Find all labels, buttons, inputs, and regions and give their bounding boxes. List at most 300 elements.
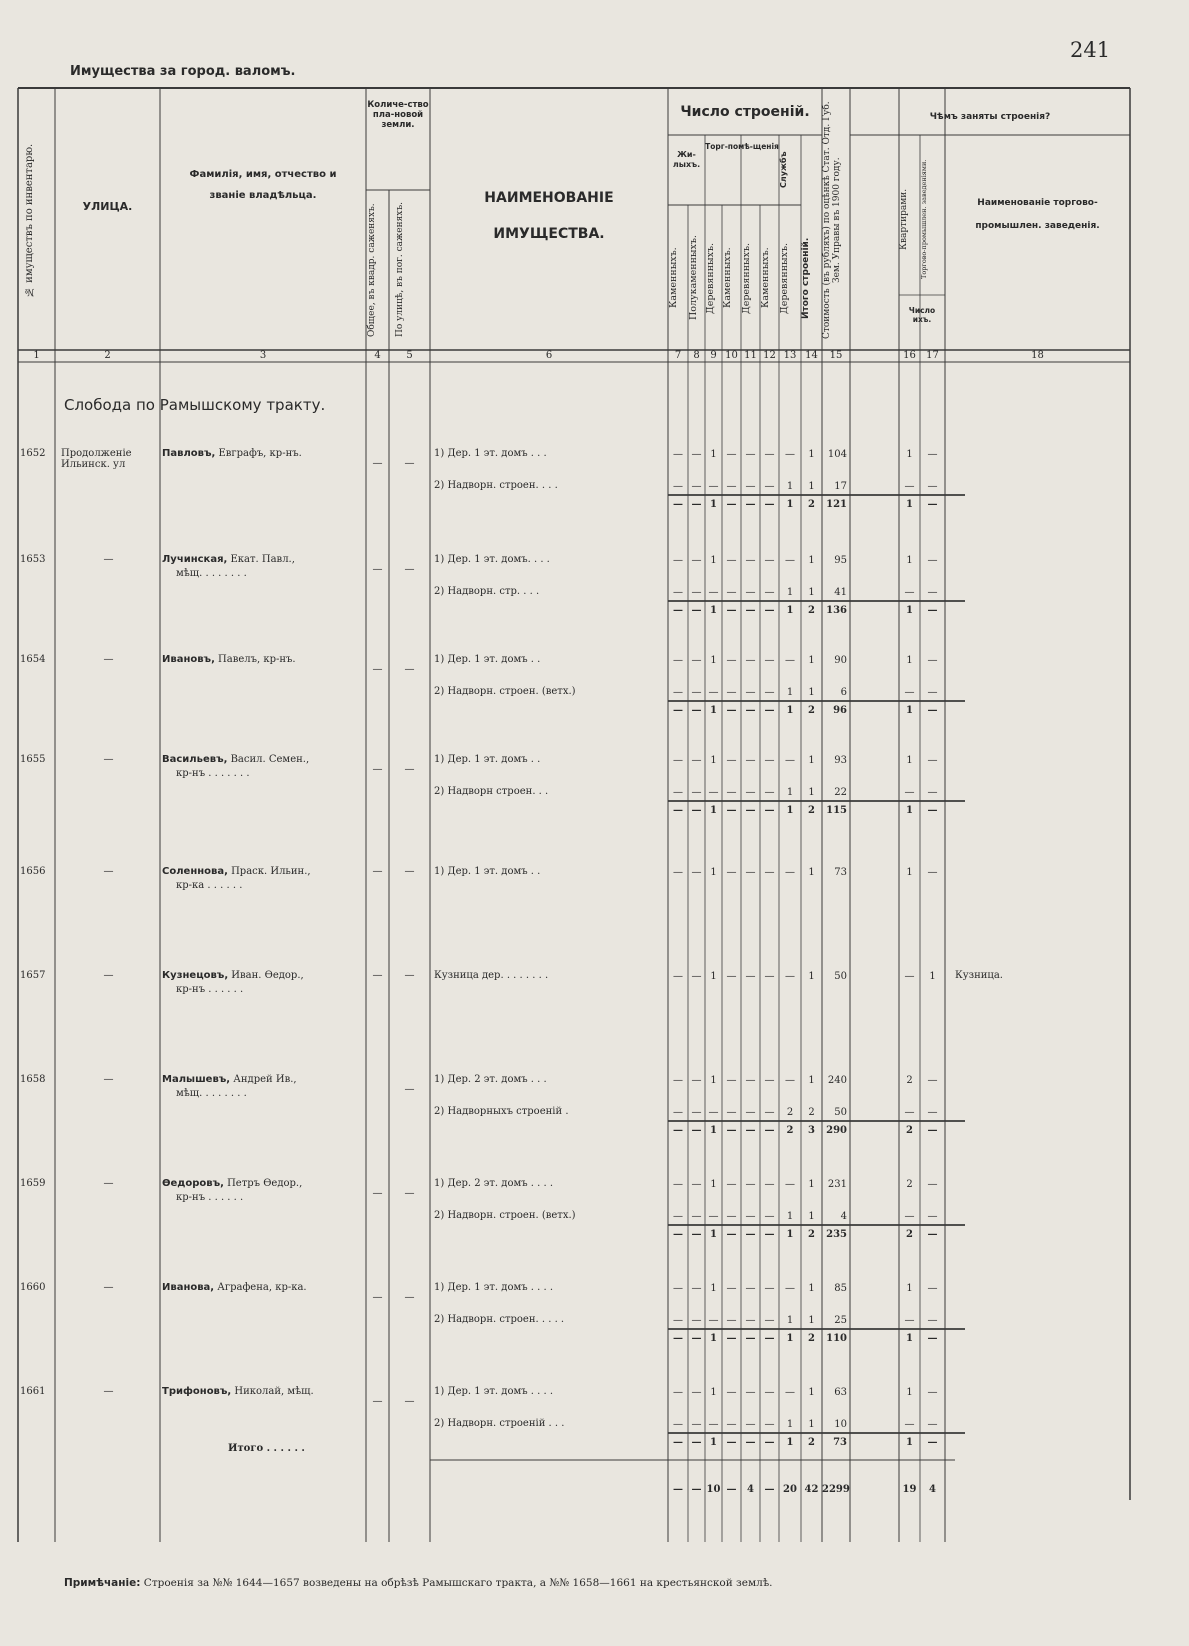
header-total-buildings: Итого строеній. [801,237,811,319]
subtotal-value-c7: — [673,499,683,510]
header-buildings: Число строеній. [680,104,810,120]
subtotal-value-c16: 1 [906,499,913,510]
item-value-c14: 1 [808,755,815,766]
item-value-c16: 1 [906,449,913,460]
establishment-name: Кузница. [955,970,1003,981]
item-value-c11: — [745,1419,756,1430]
header-c12: Каменныхъ. [760,247,771,309]
land-street: — [404,1084,415,1095]
subtotal-value-c13: 1 [786,705,794,716]
item-value-c13: — [785,971,795,982]
item-value-c17: — [927,787,938,798]
owner [162,1074,297,1085]
subtotal-value-c9: 1 [710,499,717,510]
subtotal-value-c13: 1 [786,1229,794,1240]
subtotal-value-c14: 2 [808,705,815,716]
subtotal-value-c9: 1 [710,1333,717,1344]
item-value-c9: — [708,1419,719,1430]
grand-total-value-c15: 2299 [822,1484,850,1495]
item-value-c12: — [764,555,775,566]
item-value-c7: — [673,449,683,460]
item-value-c9: — [708,587,719,598]
item-value-c17: — [927,1387,938,1398]
item-value-c7: — [673,867,683,878]
item-value-c16: — [904,1419,915,1430]
item-value-c11: — [745,1179,756,1190]
item-value-c15: 73 [834,867,847,878]
item-value-c8: — [691,971,702,982]
land-street: — [404,1188,415,1199]
item-value-c16: 1 [906,1283,913,1294]
inventory-number: 1652 [20,448,46,459]
item-value-c12: — [764,1211,775,1222]
grand-total-label: Итого . . . . . . [228,1443,305,1454]
item-value-c14: 1 [808,1179,815,1190]
column-number: 13 [783,350,797,361]
item-value-c7: — [673,755,683,766]
item-value-c16: 1 [906,655,913,666]
header-street: УЛИЦА. [82,200,133,213]
item-value-c14: 1 [808,1211,815,1222]
subtotal-value-c17: — [927,1437,938,1448]
item-value-c10: — [726,787,737,798]
item-value-c13: 1 [786,787,794,798]
item-value-c8: — [691,787,702,798]
subtotal-value-c16: 2 [906,1125,913,1136]
item-value-c9: — [708,1107,719,1118]
item-value-c10: — [726,1419,737,1430]
property-item: 1) Дер. 1 эт. домъ . . . . [434,1386,554,1397]
item-value-c11: — [745,1075,756,1086]
column-number: 1 [33,350,40,361]
header-property-name: НАИМЕНОВАНІЕ ИМУЩЕСТВА. [484,190,614,243]
subtotal-value-c12: — [764,1333,775,1344]
property-item: Кузница дер. . . . . . . . [434,970,549,981]
item-value-c7: — [673,555,683,566]
owner-details: Васил. Семен., [227,754,310,765]
item-value-c14: 1 [808,449,815,460]
header-value: Стоимость (въ рубляхъ) по оцѣнкѣ Стат. Отд. Губ. Зем. Управы въ 1900 году. [822,101,842,339]
subtotal-value-c17: — [927,705,938,716]
subtotal-value-c13: 1 [786,499,794,510]
item-value-c13: — [785,1283,795,1294]
item-value-c14: 1 [808,1283,815,1294]
subtotal-value-c7: — [673,805,683,816]
subtotal-value-c10: — [726,1333,737,1344]
grand-total-value-c7: — [673,1484,683,1495]
subtotal-value-c10: — [726,705,737,716]
header-c7: Каменныхъ. [668,247,679,309]
owner-details: Праск. Ильин., [227,866,311,877]
property-item: 2) Надворн. строеній . . . [434,1418,565,1429]
subtotal-value-c11: — [745,605,756,616]
subtotal-value-c12: — [764,1229,775,1240]
grand-total-value-c16: 19 [902,1484,917,1495]
item-value-c8: — [691,481,702,492]
subtotal-value-c10: — [726,499,737,510]
grand-total-value-c14: 42 [804,1484,819,1495]
item-value-c15: 50 [834,1107,847,1118]
item-value-c7: — [673,1315,683,1326]
item-value-c8: — [691,655,702,666]
subtotal-value-c13: 1 [786,605,794,616]
subtotal-value-c17: — [927,1125,938,1136]
item-value-c10: — [726,1107,737,1118]
item-value-c12: — [764,1179,775,1190]
owner-details-line2: мѣщ. . . . . . . . [176,568,247,579]
subtotal-value-c11: — [745,1437,756,1448]
street: — [103,1178,114,1189]
item-value-c11: — [745,787,756,798]
item-value-c11: — [745,1211,756,1222]
subtotal-value-c11: — [745,705,756,716]
street: — [103,654,114,665]
footnote-label: Примѣчаніе: [64,1577,141,1589]
street: — [103,1282,114,1293]
street: — [103,1386,114,1397]
item-value-c11: — [745,655,756,666]
subtotal-value-c16: 2 [906,1229,913,1240]
column-number: 8 [693,350,700,361]
subtotal-value-c7: — [673,1229,683,1240]
item-value-c16: — [904,1315,915,1326]
property-item: 2) Надворн. строен. (ветх.) [434,1210,576,1221]
column-number: 6 [545,350,553,361]
item-value-c12: — [764,971,775,982]
column-number: 3 [259,350,267,361]
item-value-c8: — [691,867,702,878]
item-value-c8: — [691,1283,702,1294]
item-value-c15: 4 [840,1211,847,1222]
item-value-c16: 2 [906,1179,913,1190]
subtotal-value-c15: 73 [833,1437,847,1448]
item-value-c11: — [745,587,756,598]
subtotal-value-c17: — [927,1333,938,1344]
owner-surname: Лучинская, [162,554,228,565]
owner-surname: Өедоровъ, [162,1178,224,1189]
item-value-c16: — [904,687,915,698]
item-value-c12: — [764,481,775,492]
land-total: — [372,458,383,469]
item-value-c9: — [708,1211,719,1222]
subtotal-value-c16: 1 [906,1437,913,1448]
header-c8: Полукаменныхъ. [688,235,699,321]
item-value-c14: 1 [808,1315,815,1326]
subtotal-value-c12: — [764,1125,775,1136]
item-value-c13: — [785,1179,795,1190]
item-value-c7: — [673,587,683,598]
header-count: Число ихъ. [908,306,936,324]
item-value-c7: — [673,1387,683,1398]
owner [162,1178,302,1189]
item-value-c12: — [764,1283,775,1294]
item-value-c13: 1 [786,1211,794,1222]
grand-total-value-c9: 10 [706,1484,721,1495]
item-value-c13: — [785,555,795,566]
item-value-c15: 41 [834,587,847,598]
land-street: — [404,564,415,575]
item-value-c15: 95 [834,555,847,566]
item-value-c12: — [764,449,775,460]
grand-total-value-c11: 4 [747,1484,754,1495]
subtotal-value-c17: — [927,805,938,816]
owner-details-line2: кр-нъ . . . . . . [176,984,244,995]
subtotal-value-c16: 1 [906,705,913,716]
subtotal-value-c8: — [691,1437,702,1448]
item-value-c12: — [764,1419,775,1430]
inventory-number: 1660 [20,1282,46,1293]
footnote [64,1577,773,1589]
subtotal-value-c8: — [691,605,702,616]
item-value-c10: — [726,587,737,598]
street: — [103,866,114,877]
street: — [103,554,114,565]
owner-surname: Малышевъ, [162,1074,231,1085]
land-total: — [372,1396,383,1407]
subtotal-value-c7: — [673,1125,683,1136]
item-value-c12: — [764,687,775,698]
column-number: 10 [725,350,738,361]
subtotal-value-c10: — [726,605,737,616]
item-value-c10: — [726,755,737,766]
subtotal-value-c14: 2 [808,605,815,616]
land-total: — [372,564,383,575]
item-value-c16: 1 [906,555,913,566]
item-value-c11: — [745,1387,756,1398]
item-value-c14: 1 [808,587,815,598]
item-value-c13: 2 [786,1107,794,1118]
property-item: 1) Дер. 1 эт. домъ . . [434,754,541,765]
subtotal-value-c7: — [673,605,683,616]
item-value-c17: — [927,867,938,878]
header-trade: Торг-помѣ-щенія [705,142,779,151]
item-value-c10: — [726,1283,737,1294]
item-value-c13: 1 [786,587,794,598]
item-value-c10: — [726,449,737,460]
land-street: — [404,458,415,469]
subtotal-value-c13: 1 [786,1437,794,1448]
item-value-c9: — [708,687,719,698]
subtotal-value-c9: 1 [710,1229,717,1240]
item-value-c17: — [927,1211,938,1222]
item-value-c8: — [691,1075,702,1086]
subtotal-value-c8: — [691,1333,702,1344]
land-street: — [404,970,415,981]
grand-total-value-c10: — [726,1484,737,1495]
property-item: 1) Дер. 1 эт. домъ . . [434,654,541,665]
inventory-number: 1656 [20,866,46,877]
item-value-c16: — [904,481,915,492]
land-total: — [372,970,383,981]
item-value-c7: — [673,1179,683,1190]
item-value-c14: 1 [808,1419,815,1430]
subtotal-value-c15: 110 [826,1333,847,1344]
item-value-c8: — [691,555,702,566]
item-value-c15: 90 [834,655,847,666]
item-value-c7: — [673,687,683,698]
item-value-c15: 50 [834,971,847,982]
subtotal-value-c16: 1 [906,605,913,616]
item-value-c14: 1 [808,1075,815,1086]
item-value-c10: — [726,555,737,566]
item-value-c12: — [764,1107,775,1118]
subtotal-value-c12: — [764,1437,775,1448]
land-total: — [372,866,383,877]
owner-surname: Соленнова, [162,866,228,877]
column-number: 7 [674,350,682,361]
column-number: 14 [805,350,818,361]
item-value-c15: 63 [834,1387,847,1398]
subtotal-value-c11: — [745,1125,756,1136]
property-item: 2) Надворныхъ строеній . [434,1106,569,1117]
item-value-c12: — [764,787,775,798]
land-street: — [404,1292,415,1303]
item-value-c17: — [927,1419,938,1430]
running-head: Имущества за город. валомъ. [70,64,296,79]
header-land-total: Общее, въ квадр. саженяхъ. [367,203,377,337]
header-owner: Фамилія, имя, отчество и званіе владѣльца. [189,169,337,201]
subtotal-value-c14: 2 [808,499,815,510]
item-value-c15: 17 [834,481,847,492]
item-value-c16: 1 [906,867,913,878]
item-value-c17: — [927,1075,938,1086]
item-value-c12: — [764,1387,775,1398]
item-value-c14: 1 [808,867,815,878]
header-c13: Деревянныхъ. [779,242,790,314]
item-value-c14: 1 [808,555,815,566]
item-value-c10: — [726,1075,737,1086]
item-value-c9: 1 [710,449,717,460]
header-c11: Деревянныхъ. [741,242,752,314]
inventory-number: 1655 [20,754,46,765]
item-value-c12: — [764,755,775,766]
item-value-c17: — [927,655,938,666]
item-value-c17: — [927,449,938,460]
header-occupied: Чѣмъ заняты строенія? [929,112,1051,122]
subtotal-value-c8: — [691,705,702,716]
item-value-c9: 1 [710,1179,717,1190]
subtotal-value-c14: 3 [808,1125,815,1136]
property-item: 1) Дер. 1 эт. домъ. . . . [434,554,550,565]
item-value-c11: — [745,481,756,492]
owner-details-line2: мѣщ. . . . . . . . [176,1088,247,1099]
owner [162,1386,314,1397]
owner [162,866,311,877]
item-value-c10: — [726,687,737,698]
land-street: — [404,1396,415,1407]
subtotal-value-c9: 1 [710,705,717,716]
item-value-c8: — [691,1179,702,1190]
item-value-c15: 10 [834,1419,847,1430]
column-number: 11 [744,350,757,361]
subtotal-value-c9: 1 [710,1125,717,1136]
column-number: 4 [374,350,381,361]
subtotal-value-c15: 96 [833,705,847,716]
owner-surname: Иванова, [162,1282,215,1293]
item-value-c9: 1 [710,755,717,766]
inventory-number: 1653 [20,554,46,565]
subtotal-value-c7: — [673,705,683,716]
owner-details-line2: кр-ка . . . . . . [176,880,243,891]
subtotal-value-c10: — [726,1125,737,1136]
owner [162,654,296,665]
header-apartments: Квартирами. [899,188,909,250]
item-value-c16: — [904,587,915,598]
grand-total-value-c8: — [691,1484,702,1495]
inventory-number: 1659 [20,1178,46,1189]
owner-details: Павелъ, кр-нъ. [214,654,296,665]
owner-details: Екат. Павл., [227,554,295,565]
subtotal-value-c11: — [745,805,756,816]
item-value-c16: 1 [906,1387,913,1398]
owner [162,1282,307,1293]
owner-details: Аграфена, кр-ка. [214,1282,307,1293]
subtotal-value-c9: 1 [710,805,717,816]
property-item: 1) Дер. 1 эт. домъ . . . . [434,1282,554,1293]
item-value-c17: — [927,1107,938,1118]
item-value-c15: 22 [834,787,847,798]
inventory-number: 1661 [20,1386,46,1397]
property-item: 1) Дер. 2 эт. домъ . . . . [434,1178,554,1189]
subtotal-value-c16: 1 [906,805,913,816]
owner [162,554,295,565]
item-value-c8: — [691,587,702,598]
item-value-c17: — [927,555,938,566]
owner-surname: Трифоновъ, [162,1386,232,1397]
subtotal-value-c17: — [927,1229,938,1240]
inventory-number: 1658 [20,1074,46,1085]
subtotal-value-c15: 235 [826,1229,847,1240]
item-value-c10: — [726,971,737,982]
land-street: — [404,664,415,675]
item-value-c11: — [745,687,756,698]
item-value-c12: — [764,655,775,666]
item-value-c14: 1 [808,481,815,492]
column-number: 12 [763,350,776,361]
street: — [103,970,114,981]
item-value-c9: — [708,787,719,798]
grand-total-value-c17: 4 [929,1484,936,1495]
subtotal-value-c7: — [673,1437,683,1448]
property-item: 2) Надворн строен. . . [434,786,549,797]
owner-details: Николай, мѣщ. [231,1386,314,1397]
subtotal-value-c8: — [691,499,702,510]
item-value-c9: 1 [710,867,717,878]
item-value-c7: — [673,655,683,666]
subtotal-value-c13: 1 [786,805,794,816]
item-value-c11: — [745,449,756,460]
column-number: 18 [1031,350,1044,361]
subtotal-value-c8: — [691,1125,702,1136]
item-value-c7: — [673,481,683,492]
inventory-number: 1657 [20,970,46,981]
item-value-c14: 1 [808,655,815,666]
property-item: 2) Надворн. стр. . . . [434,586,540,597]
item-value-c15: 85 [834,1283,847,1294]
item-value-c8: — [691,687,702,698]
subtotal-value-c11: — [745,499,756,510]
item-value-c7: — [673,1283,683,1294]
subtotal-value-c10: — [726,1437,737,1448]
item-value-c14: 1 [808,787,815,798]
grand-total-value-c12: — [764,1484,775,1495]
subtotal-value-c16: 1 [906,1333,913,1344]
owner-surname: Васильевъ, [162,754,228,765]
subtotal-value-c8: — [691,1229,702,1240]
header-residential: Жи-лыхъ. [672,150,701,169]
subtotal-value-c15: 136 [826,605,847,616]
item-value-c17: — [927,687,938,698]
